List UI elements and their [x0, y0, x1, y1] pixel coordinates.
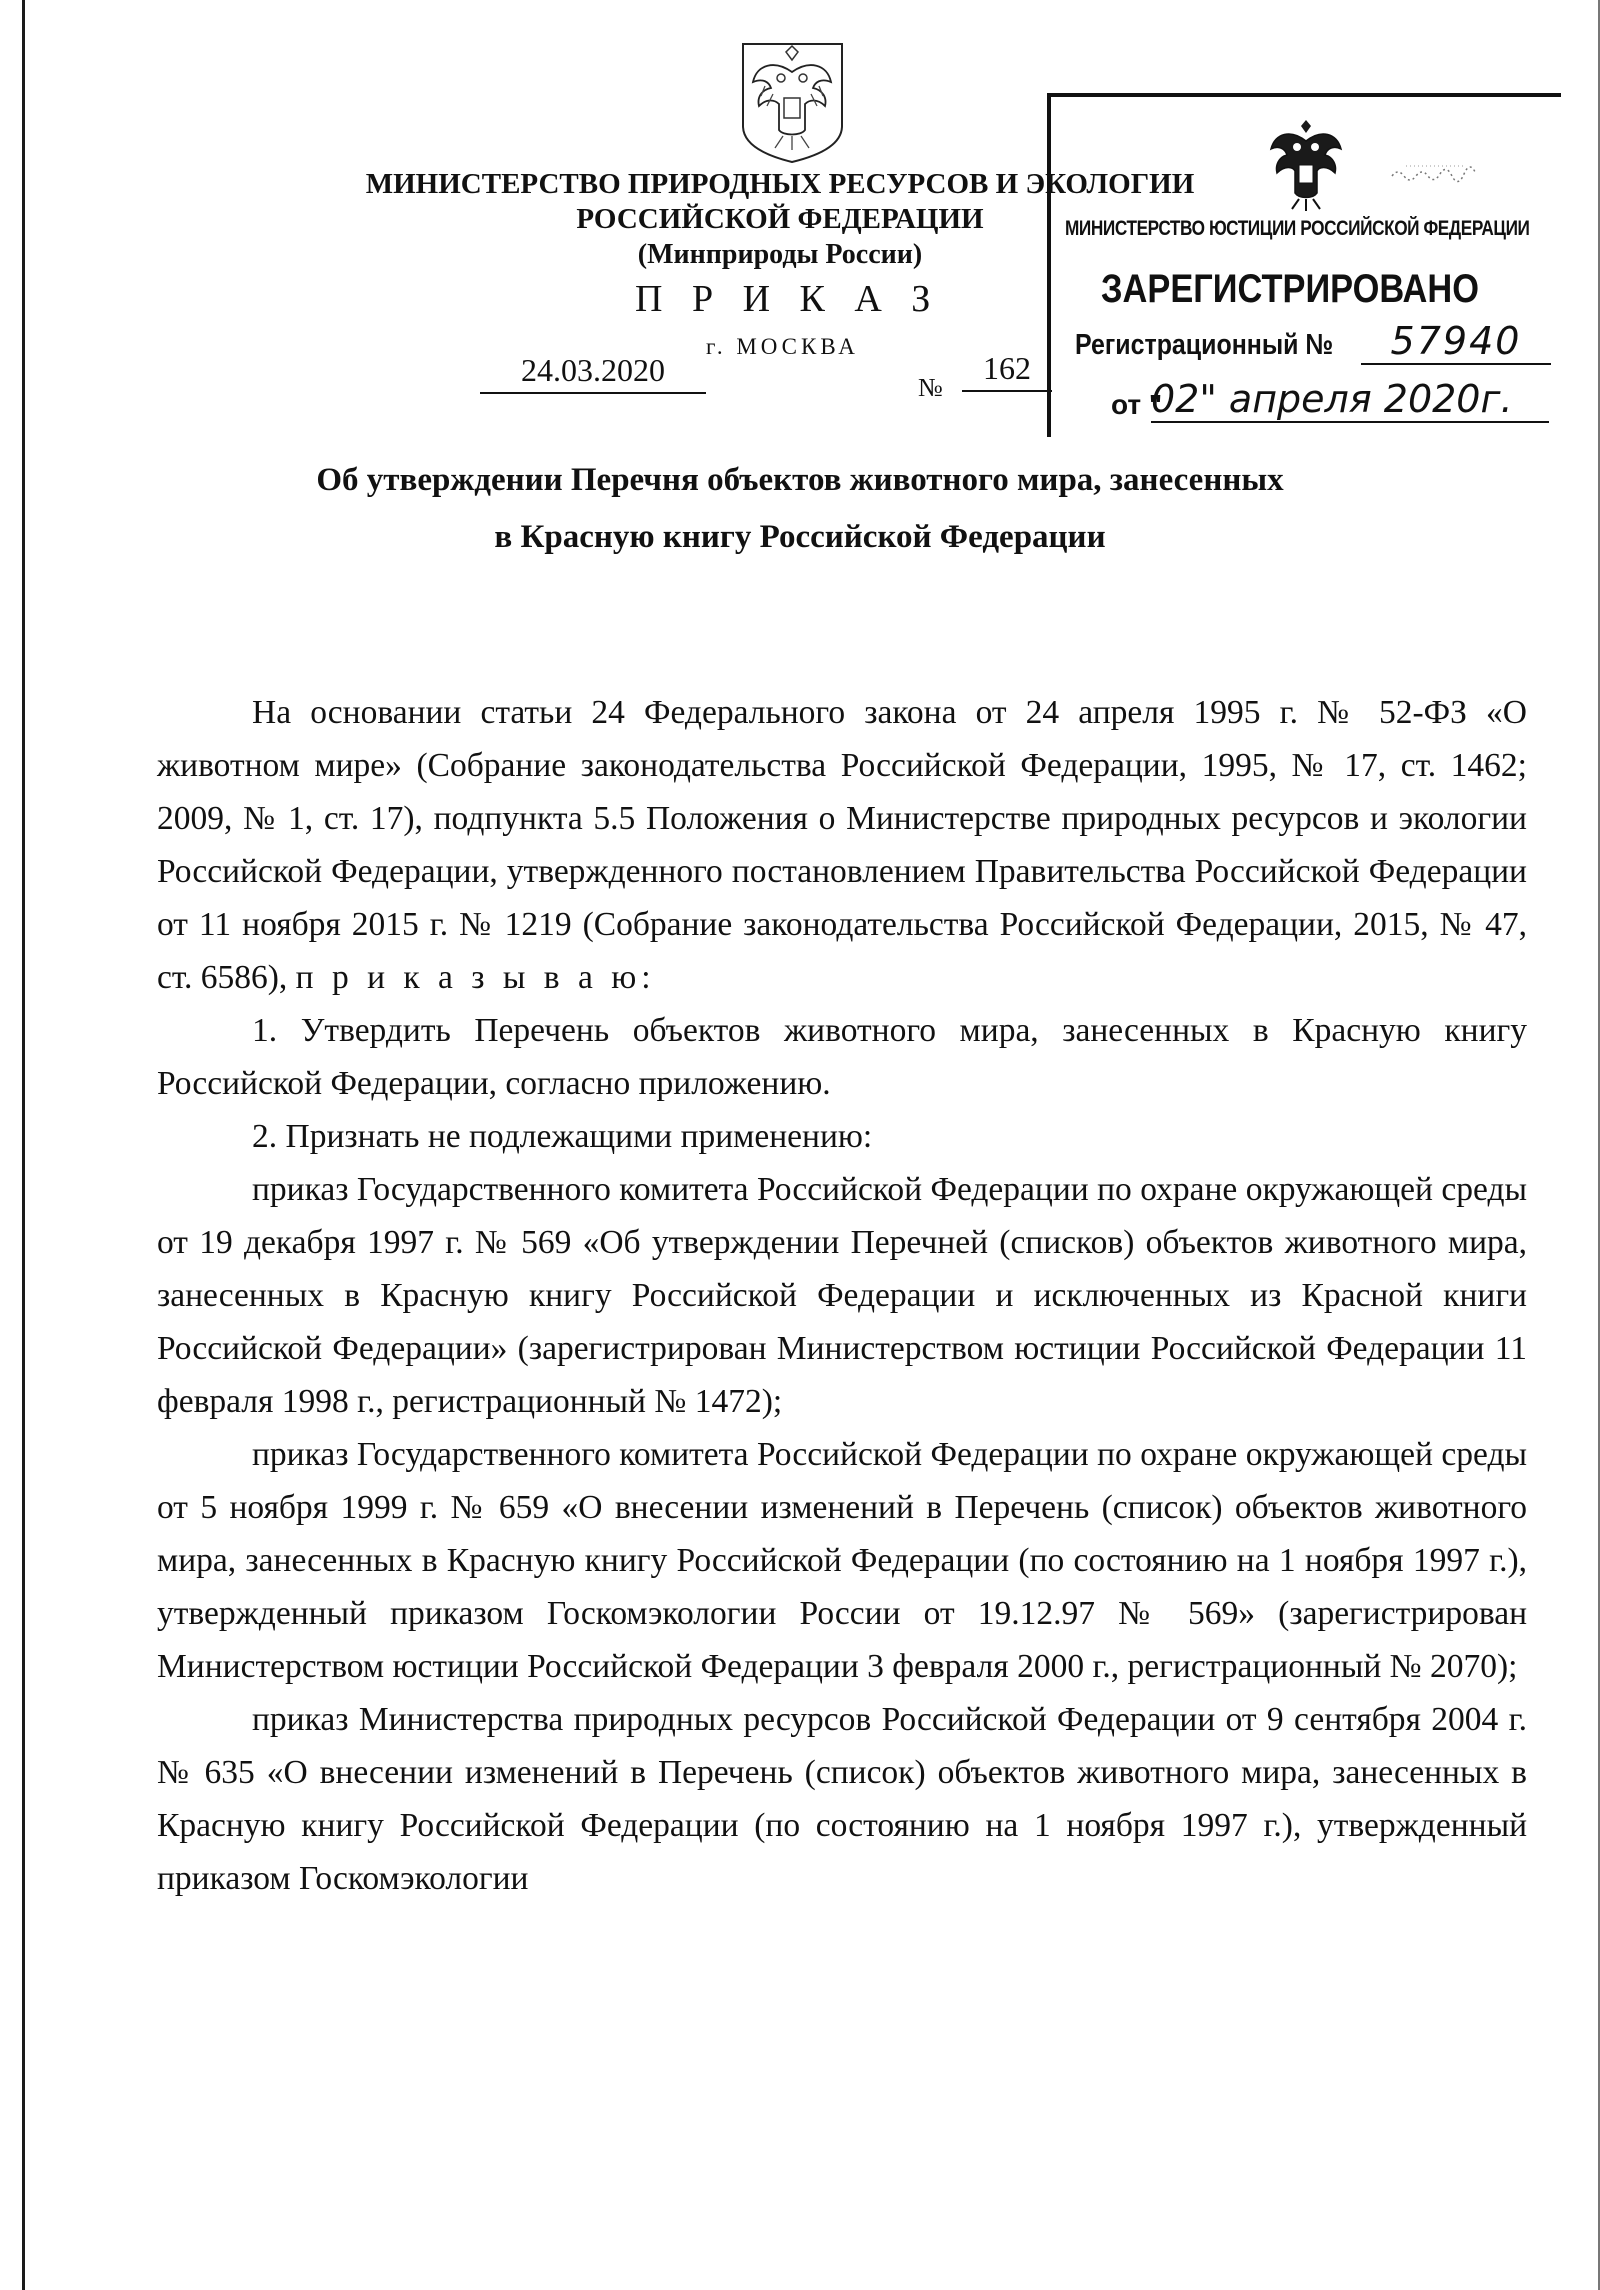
order-number-label: № — [918, 373, 943, 402]
city: г. МОСКВА — [706, 334, 859, 359]
scan-edge-left — [22, 0, 25, 2290]
stamp-date-value: 02" апреля 2020г. — [1151, 377, 1549, 423]
revoked-order-1: приказ Государственного комитета Российской Федерации по охране окружающей среды от 19 декабря 1997 г. № 569 «Об утверждении Перечней (списков) объектов животного мира, занесенных в Красную книгу Российской Федерации и исключенных из Красной книги Российской Федерации» (зарегистрирован Министерством юстиции Российской Федерации 11 февраля 1998 г., регистрационный № 1472); — [157, 1171, 1527, 1420]
stamp-coat-of-arms-icon — [1261, 115, 1351, 215]
ministry-line-2: РОССИЙСКОЙ ФЕДЕРАЦИИ — [576, 203, 984, 235]
stamp-date-label: от " — [1111, 389, 1163, 420]
document-title-line-2: в Красную книгу Российской Федерации — [494, 519, 1106, 555]
order-word: п р и к а з ы в а ю: — [295, 959, 656, 996]
stamp-ministry-name: МИНИСТЕРСТВО ЮСТИЦИИ РОССИЙСКОЙ ФЕДЕРАЦИИ — [1065, 217, 1530, 240]
stamp-registration-label: Регистрационный № — [1075, 329, 1334, 361]
order-number: 162 — [962, 350, 1052, 392]
preamble-paragraph — [157, 686, 1527, 1004]
registration-stamp — [1047, 93, 1561, 437]
document-title-line-1: Об утверждении Перечня объектов животного мира, занесенных — [316, 462, 1284, 498]
stamp-status: ЗАРЕГИСТРИРОВАНО — [1101, 267, 1479, 311]
document-body — [157, 686, 1527, 1905]
preamble-text: На основании статьи 24 Федерального закона от 24 апреля 1995 г. № 52-ФЗ «О животном мире» (Собрание законодательства Российской Федерации, 1995, № 17, ст. 1462; 2009, № 1, ст. 17), подпункта 5.5 Положения о Министерстве природных ресурсов и экологии Российской Федерации, утвержденного постановлением Правительства Российской Федерации от 11 ноября 2015 г. № 1219 (Собрание законодательства Российской Федерации, 2015, № 47, ст. 6586), — [157, 694, 1527, 996]
document-type: П Р И К А З — [635, 278, 941, 320]
ministry-short-name: (Минприроды России) — [637, 239, 923, 270]
item-2: 2. Признать не подлежащими применению: — [252, 1118, 873, 1155]
ministry-line-1: МИНИСТЕРСТВО ПРИРОДНЫХ РЕСУРСОВ И ЭКОЛОГИИ — [365, 168, 1195, 200]
document-title — [160, 452, 1440, 566]
revoked-order-3: приказ Министерства природных ресурсов Российской Федерации от 9 сентября 2004 г. № 635 «О внесении изменений в Перечень (список) объектов животного мира, занесенных в Красную книгу Российской Федерации (по состоянию на 1 ноября 1997 г.), утвержденный приказом Госкомэкологии — [157, 1701, 1527, 1897]
coat-of-arms-icon — [735, 38, 850, 166]
stamp-registration-number: 57940 — [1361, 319, 1551, 365]
order-date: 24.03.2020 — [480, 352, 706, 394]
item-1: 1. Утвердить Перечень объектов животного мира, занесенных в Красную книгу Российской Федерации, согласно приложению. — [157, 1012, 1527, 1102]
revoked-order-2: приказ Государственного комитета Российской Федерации по охране окружающей среды от 5 ноября 1999 г. № 659 «О внесении изменений в Перечень (список) объектов животного мира, занесенных в Красную книгу Российской Федерации (по состоянию на 1 ноября 1997 г.), утвержденный приказом Госкомэкологии России от 19.12.97 № 569» (зарегистрирован Министерством юстиции Российской Федерации 3 февраля 2000 г., регистрационный № 2070); — [157, 1436, 1527, 1685]
stamp-mark-icon — [1386, 152, 1496, 192]
